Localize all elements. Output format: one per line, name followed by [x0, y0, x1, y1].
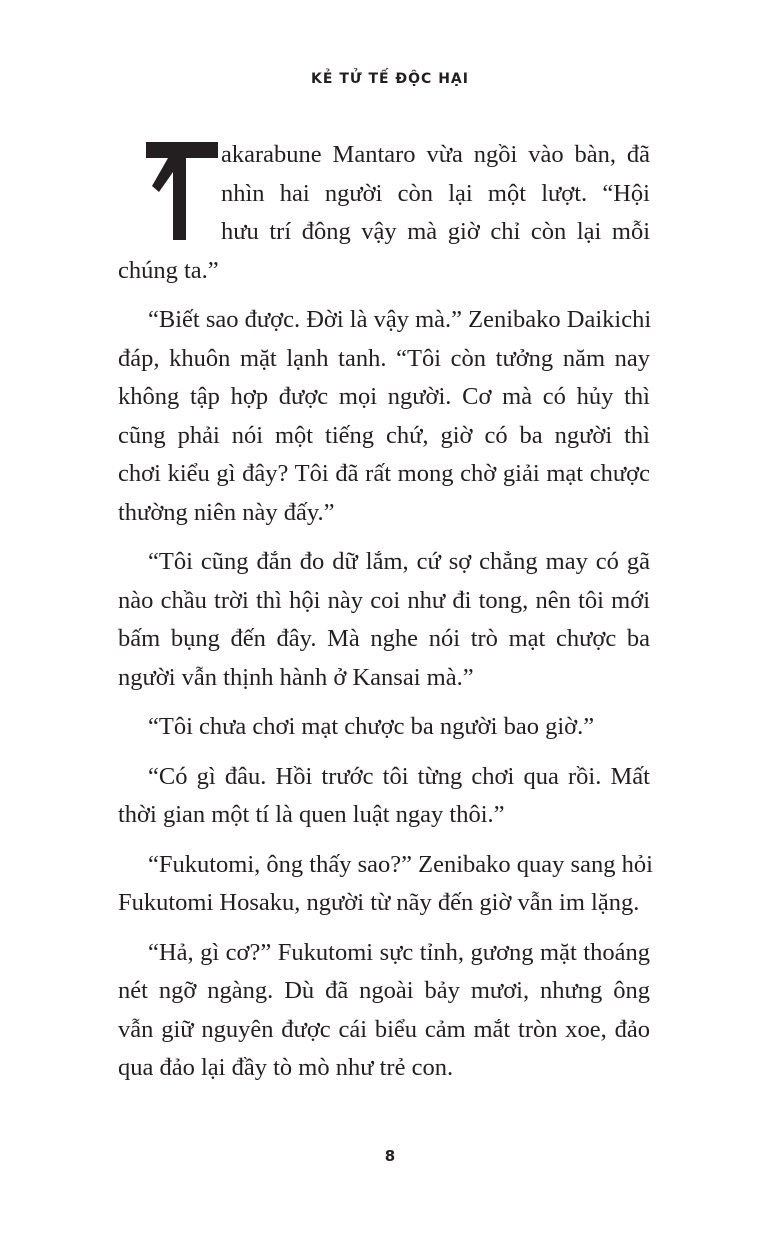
page-number: 8: [384, 1147, 396, 1165]
text-line: “Có gì đâu. Hồi trước tôi từng chơi qua rồi. Mất: [148, 762, 650, 790]
paragraph: [118, 301, 650, 532]
running-title: KẺ TỬ TẾ ĐỘC HẠI: [311, 71, 469, 87]
text-line: “Biết sao được. Đời là vậy mà.” Zenibako Daikichi: [148, 306, 652, 333]
text-line: “Tôi chưa chơi mạt chược ba người bao giờ.”: [148, 713, 595, 740]
text-line: chúng ta.”: [118, 256, 219, 284]
text-line: akarabune Mantaro vừa ngồi vào bàn, đã: [221, 141, 650, 168]
paragraph: [118, 846, 653, 923]
text-line: thường niên này đấy.”: [118, 498, 335, 526]
text-line: người vẫn thịnh hành ở Kansai mà.”: [118, 663, 474, 691]
text-line: nét ngỡ ngàng. Dù đã ngoài bảy mươi, nhưng ông: [118, 977, 650, 1004]
paragraph: [118, 758, 650, 835]
text-line: nhìn hai người còn lại một lượt. “Hội: [221, 179, 650, 207]
text-line: thời gian một tí là quen luật ngay thôi.”: [118, 801, 505, 828]
text-line: cũng phải nói một tiếng chứ, giờ có ba người thì: [118, 421, 650, 449]
text-line: “Fukutomi, ông thấy sao?” Zenibako quay sang hỏi: [148, 850, 653, 878]
text-line: không tập hợp được mọi người. Cơ mà có hủy thì: [118, 383, 650, 410]
paragraph: [118, 934, 650, 1088]
text-line: hưu trí đông vậy mà giờ chỉ còn lại mỗi: [221, 218, 650, 245]
text-line: vẫn giữ nguyên được cái biểu cảm mắt tròn xoe, đảo: [118, 1015, 650, 1043]
text-line: qua đảo lại đầy tò mò như trẻ con.: [118, 1054, 454, 1081]
text-line: Fukutomi Hosaku, người từ nãy đến giờ vẫn im lặng.: [118, 889, 640, 916]
text-line: “Tôi cũng đắn đo dữ lắm, cứ sợ chẳng may có gã: [148, 548, 650, 575]
body-text: [118, 136, 653, 1099]
text-line: chơi kiểu gì đây? Tôi đã rất mong chờ giải mạt chược: [118, 460, 650, 487]
text-line: bấm bụng đến đây. Mà nghe nói trò mạt chược ba: [118, 625, 650, 652]
paragraph: [118, 136, 650, 290]
paragraph: [118, 708, 650, 747]
text-line: đáp, khuôn mặt lạnh tanh. “Tôi còn tưởng năm nay: [118, 344, 650, 372]
text-line: “Hả, gì cơ?” Fukutomi sực tỉnh, gương mặt thoáng: [148, 938, 650, 966]
text-line: nào chầu trời thì hội này coi như đi tong, nên tôi mới: [118, 586, 650, 614]
paragraph: [118, 543, 650, 697]
